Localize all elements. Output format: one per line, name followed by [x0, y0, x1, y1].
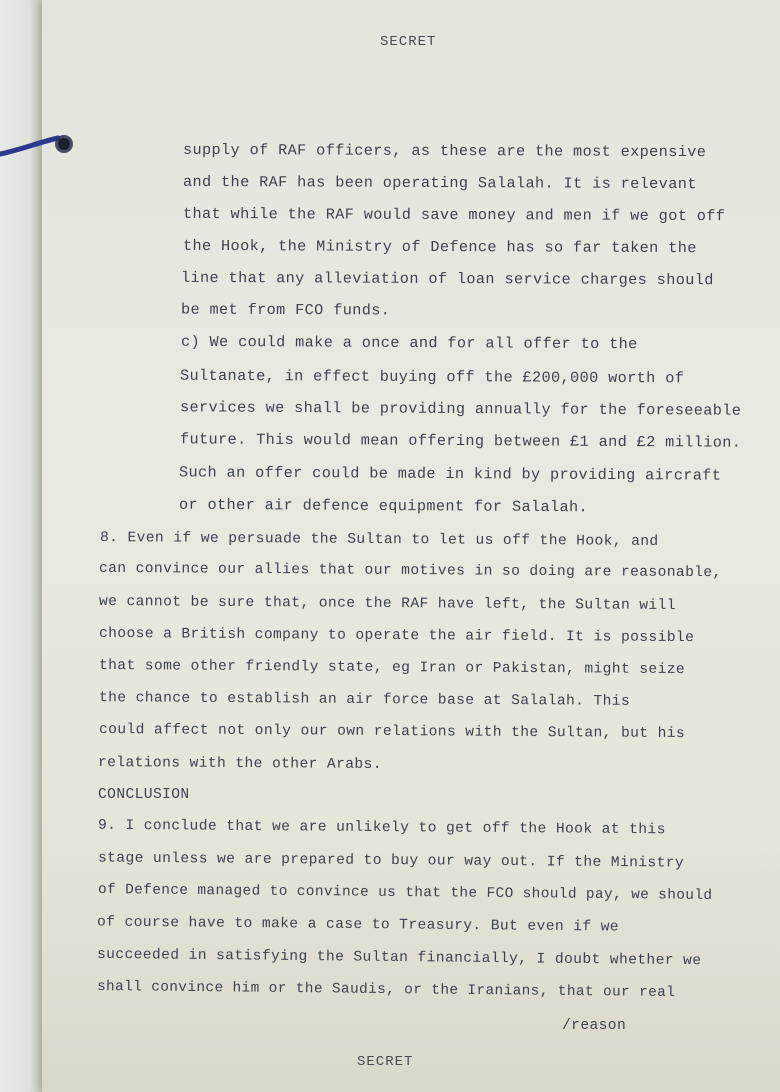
text-line-6: be met from FCO funds. — [180, 300, 391, 320]
text-line-18: the chance to establish an air force base at Salalah. This — [98, 690, 631, 710]
page-header-classification: SECRET — [380, 34, 437, 50]
text-line-27: shall convince him or the Saudis, or the Iranians, that our real — [96, 978, 676, 1002]
text-line-9: services we shall be providing annually for the foreseeable — [179, 398, 742, 420]
text-line-19: could affect not only our own relations with the Sultan, but his — [98, 721, 686, 743]
text-line-17: that some other friendly state, eg Iran or Pakistan, might seize — [98, 657, 686, 679]
text-line-26: succeeded in satisfying the Sultan financially, I doubt whether we — [96, 946, 702, 970]
text-line-1: supply of RAF officers, as these are the most expensive — [182, 140, 707, 162]
binding-cord-icon — [0, 128, 76, 162]
continuation-word: /reason — [562, 1018, 627, 1034]
text-line-2: and the RAF has been operating Salalah. It is relevant — [182, 172, 697, 194]
text-line-24: of Defence managed to convince us that the FCO should pay, we should — [97, 882, 713, 904]
text-line-12: or other air defence equipment for Salalah. — [178, 495, 589, 517]
page-footer-classification: SECRET — [357, 1054, 414, 1070]
text-line-4: the Hook, the Ministry of Defence has so far taken the — [182, 236, 697, 258]
text-line-14: can convince our allies that our motives in so doing are reasonable, — [98, 560, 722, 582]
text-line-5: line that any alleviation of loan service charges should — [180, 268, 714, 290]
text-line-20: relations with the other Arabs. — [97, 755, 382, 773]
text-line-16: choose a British company to operate the air field. It is possible — [98, 625, 695, 647]
text-line-8: Sultanate, in effect buying off the £200,000 worth of — [179, 366, 685, 388]
section-heading-conclusion: CONCLUSION — [98, 787, 190, 803]
text-line-13: 8. Even if we persuade the Sultan to let us off the Hook, and — [99, 530, 659, 550]
text-line-10: future. This would mean offering between £1 and £2 million. — [179, 430, 742, 452]
text-line-22: 9. I conclude that we are unlikely to get off the Hook at this — [97, 817, 666, 839]
text-line-11: Such an offer could be made in kind by providing aircraft — [178, 463, 722, 485]
text-line-3: that while the RAF would save money and men if we got off — [182, 204, 726, 226]
text-line-25: of course have to make a case to Treasury. But even if we — [96, 914, 620, 936]
text-line-7: c) We could make a once and for all offer to the — [180, 332, 638, 354]
text-line-23: stage unless we are prepared to buy our way out. If the Ministry — [97, 850, 685, 872]
text-line-15: we cannot be sure that, once the RAF have left, the Sultan will — [98, 593, 676, 615]
